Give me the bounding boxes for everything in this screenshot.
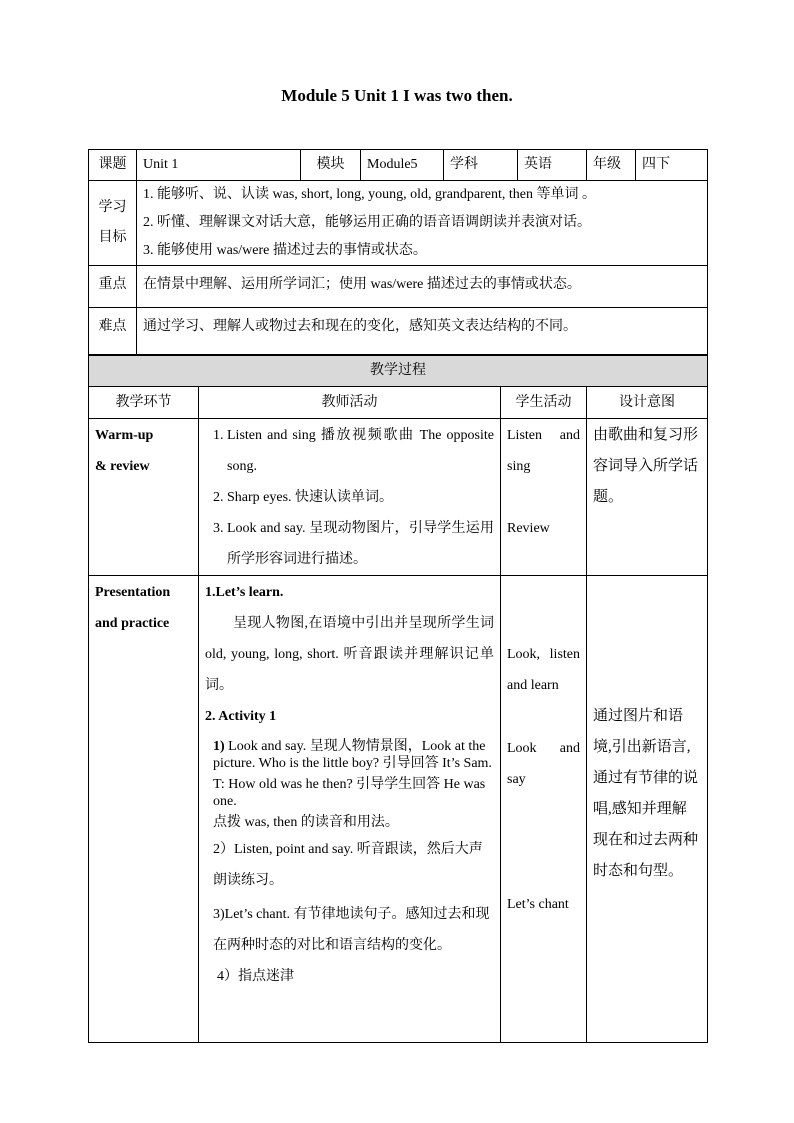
objective-item-3: 3. 能够使用 was/were 描述过去的事情或状态。	[143, 243, 427, 258]
learn-text: 呈现人物图,在语境中引出并呈现所学生词 old, young, long, short. 听音跟读并理解识记单词。	[205, 616, 494, 693]
presentation-student-2: Look and say	[507, 741, 580, 787]
presentation-teacher	[199, 576, 501, 1043]
warmup-teacher-item-2: 2. Sharp eyes. 快速认读单词。	[227, 482, 494, 513]
presentation-student-3: Let’s chant	[507, 897, 569, 912]
step2: 2）Listen, point and say. 听音跟读，然后大声朗读练习。	[213, 842, 483, 888]
objectives-label-line2: 目标	[98, 230, 127, 245]
step1-teacher-question: T: How old was he then? 引导学生回答 He was one.	[213, 777, 486, 809]
presentation-intent: 通过图片和语境,引出新语言,通过有节律的说唱,感知并理解现在和过去两种时态和句型。	[587, 576, 708, 1043]
presentation-student-1: Look, listen and learn	[507, 647, 580, 693]
teaching-process-table	[88, 355, 708, 1043]
step1-num: 1)	[213, 739, 225, 754]
module-label: 模块	[301, 150, 361, 181]
difficulties-label: 难点	[89, 308, 137, 355]
activity-title: 2. Activity 1	[205, 709, 277, 724]
grade-value: 四下	[636, 150, 708, 181]
step3: 3)Let’s chant. 有节律地读句子。感知过去和现在两种时态的对比和语言结构的变化。	[213, 907, 490, 953]
objectives-label	[89, 181, 137, 266]
warmup-stage	[89, 419, 199, 576]
learn-title: 1.Let’s learn.	[205, 585, 284, 600]
module-value: Module5	[361, 150, 444, 181]
warmup-teacher	[199, 419, 501, 576]
step1-text: Look and say. 呈现人物情景图，Look at the picture. Who is the little boy? 引导回答 It’s Sam.	[213, 739, 492, 771]
lesson-info-table	[88, 149, 708, 355]
step4: 4）指点迷津	[217, 969, 294, 984]
warmup-teacher-item-3: 3. Look and say. 呈现动物图片，引导学生运用所学形容词进行描述。	[227, 513, 494, 575]
header-student: 学生活动	[501, 387, 587, 419]
objectives-label-line1: 学习	[98, 200, 127, 215]
presentation-stage	[89, 576, 199, 1043]
objective-item-1: 1. 能够听、说、认读 was, short, long, young, old, grandparent, then 等单词 。	[143, 187, 597, 202]
process-title: 教学过程	[89, 356, 708, 387]
course-value: Unit 1	[137, 150, 301, 181]
header-stage: 教学环节	[89, 387, 199, 419]
objective-item-2: 2. 听懂、理解课文对话大意，能够运用正确的语音语调朗读并表演对话。	[143, 215, 591, 230]
header-teacher: 教师活动	[199, 387, 501, 419]
step1	[205, 738, 494, 772]
warmup-student-2: Review	[507, 521, 550, 536]
difficulties-text: 通过学习、理解人或物过去和现在的变化，感知英文表达结构的不同。	[137, 308, 708, 355]
page-title: Module 5 Unit 1 I was two then.	[281, 86, 513, 105]
presentation-stage-line2: and practice	[95, 616, 170, 631]
warmup-intent: 由歌曲和复习形容词导入所学话题。	[587, 419, 708, 576]
presentation-student	[501, 576, 587, 1043]
warmup-student-1: Listen and sing	[507, 428, 580, 474]
course-label: 课题	[89, 150, 137, 181]
warmup-teacher-item-1: 1. Listen and sing 播放视频歌曲 The opposite song.	[227, 420, 494, 482]
header-intent: 设计意图	[587, 387, 708, 419]
key-points-label: 重点	[89, 266, 137, 308]
subject-value: 英语	[518, 150, 587, 181]
subject-label: 学科	[444, 150, 518, 181]
warmup-stage-line1: Warm-up	[95, 428, 154, 443]
warmup-stage-line2: & review	[95, 459, 150, 474]
key-points-text: 在情景中理解、运用所学词汇；使用 was/were 描述过去的事情或状态。	[137, 266, 708, 308]
warmup-student	[501, 419, 587, 576]
step1-tip: 点拨 was, then 的读音和用法。	[213, 815, 399, 830]
grade-label: 年级	[587, 150, 636, 181]
objectives-content	[137, 181, 708, 266]
presentation-stage-line1: Presentation	[95, 585, 171, 600]
